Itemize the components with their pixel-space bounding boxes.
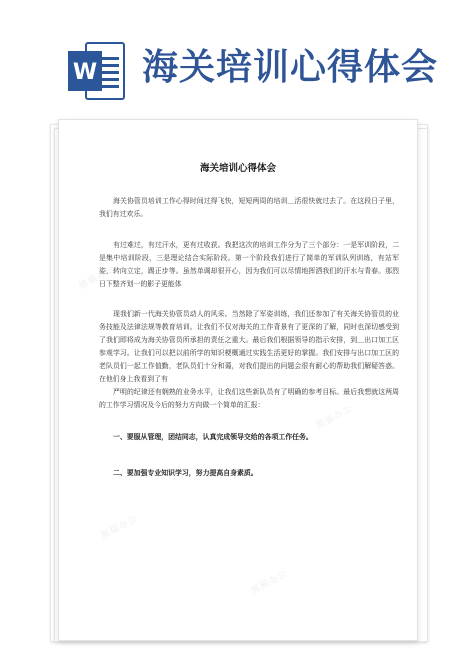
header-title: 海关培训心得体会 (142, 47, 439, 88)
header-banner (0, 0, 474, 118)
document-page (58, 119, 418, 641)
watermark: 熊猫办公 (99, 514, 140, 542)
watermark: 熊猫办公 (77, 264, 118, 292)
watermark: 熊猫办公 (314, 404, 355, 432)
word-icon (66, 41, 126, 101)
paragraph-2: 有过难过，有过汗水，更有过收获。我把这次的培训工作分为了三个部分：一是军训阶段，二是集中培训阶段，三是理论结合实际阶段。第一个阶段我们进行了简单的军训队列训练，有站军姿，转向立定，踢正步等。虽然单调却很开心，因为我们可以尽情地挥洒我们的汗水与青春。那烈日下整齐划一的影子更能体 (99, 241, 399, 288)
document-title: 海关培训心得体会 (199, 163, 276, 174)
paragraph-4: 严明的纪律还有娴熟的业务水平，让我们这些新队员有了明确的参考目标。最后我想就这两周的工作学习情况及今后的努力方向做一个简单的汇报： (99, 388, 399, 409)
watermark: 熊猫办公 (209, 329, 250, 357)
heading-item-2: 二、要加强专业知识学习，努力提高自身素质。 (113, 469, 258, 477)
watermark: 熊猫办公 (249, 569, 290, 597)
paragraph-3: 现我们新一代海关协管员动人的风采。当然除了军姿训练，我们还参加了有关海关协管员的业务技能及法律法规等教育培训。让我们不仅对海关的工作背景有了更深的了解，同时也深切感受到了我们即将成为海关协管员所承担的责任之重大。最后我们根据领导的指示安排，到＿出口加工区参观学习。让我们可以把以前所学的知识梗概通过实践生活更好的掌握。我们安排与出口加工区的老队员们一起工作值勤，老队员们十分和蔼，对我们提出的问题会很有耐心的帮助我们解疑答惑。在他们身上我看到了有 (99, 310, 399, 383)
paragraph-1: 海关协管员培训工作心得时间过得飞快，短短两周的培训＿活很快就过去了。在这段日子里，我们有过欢乐。 (99, 197, 399, 218)
heading-item-1: 一、要服从管理，团结同志，认真完成领导交给的各项工作任务。 (113, 433, 313, 441)
svg-text:W: W (72, 60, 98, 85)
